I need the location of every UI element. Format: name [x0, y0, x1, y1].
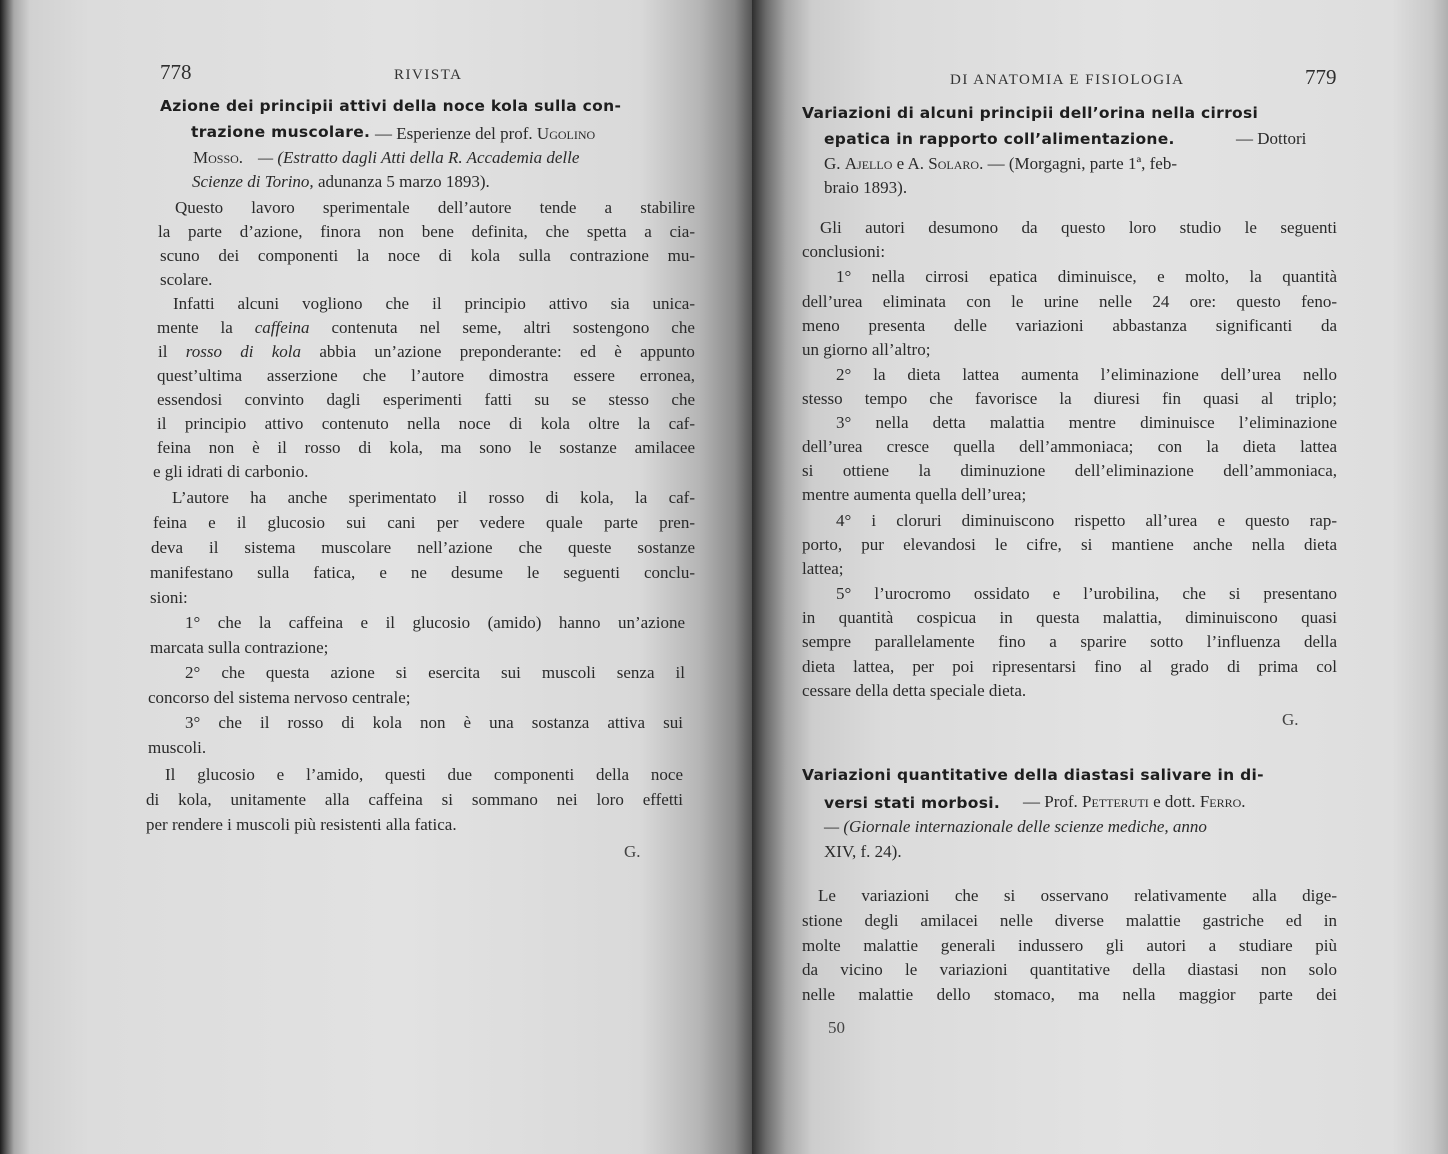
citation: G. Ajello e A. Solaro. — (Morgagni, parte 1ª, feb-: [824, 154, 1178, 173]
citation-source: — (Giornale internazionale delle scienze mediche, anno: [824, 817, 1207, 836]
citation-date: braio 1893).: [824, 178, 908, 197]
text-line: scolare.: [160, 270, 213, 289]
author-name: Ferro.: [1199, 792, 1246, 811]
page-number: 778: [160, 60, 192, 84]
text-line: di kola, unitamente alla caffeina si sommano nei loro effetti: [146, 790, 683, 809]
text-line: marcata sulla contrazione;: [150, 638, 329, 657]
article-title: Azione dei principii attivi della noce kola sulla con-: [160, 97, 622, 115]
text-line: 5° l’urocromo ossidato e l’urobilina, che si presentano: [836, 584, 1337, 603]
text-line: molte malattie generali indussero gli autori a studiare più: [802, 936, 1337, 955]
citation-source: Scienze di Torino,: [192, 172, 314, 191]
text-line: dell’urea cresce quella dell’ammoniaca; con la dieta lattea: [802, 437, 1337, 456]
page-number: 779: [1305, 65, 1337, 89]
text-line: sioni:: [150, 588, 188, 607]
text-line: essendosi convinto dagli esperimenti fatti su se stesso che: [157, 390, 695, 409]
text-line: 2° che questa azione si esercita sui muscoli senza il: [185, 663, 685, 682]
text-line: manifestano sulla fatica, e ne desume le seguenti conclu-: [150, 563, 695, 582]
text-line: il principio attivo contenuto nella noce di kola oltre la caf-: [157, 414, 695, 433]
author-name: Ugolino: [536, 124, 596, 143]
text-line: dell’urea eliminata con le urine nelle 24 ore: questo feno-: [802, 292, 1337, 311]
text-line: la parte d’azione, finora non bene definita, che spetta a cia-: [158, 222, 695, 241]
text-line: cessare della detta speciale dieta.: [802, 681, 1027, 700]
text-line: quest’ultima asserzione che l’autore dimostra essere erronea,: [157, 366, 695, 385]
citation: [375, 124, 595, 144]
text-line: lattea;: [802, 559, 844, 578]
text-line: in quantità cospicua in questa malattia, diminuiscono quasi: [802, 608, 1337, 627]
text-line: muscoli.: [148, 738, 207, 757]
text-line: Le variazioni che si osservano relativamente alla dige-: [818, 886, 1337, 905]
author-name: Ajello: [844, 154, 893, 173]
text-line: concorso del sistema nervoso centrale;: [148, 688, 411, 707]
signature-mark: 50: [828, 1018, 845, 1037]
text-line: sempre parallelamente fino a sparire sotto l’influenza della: [802, 632, 1337, 651]
citation: — Prof. Petteruti e dott. Ferro.: [1023, 792, 1246, 811]
text-line: 3° che il rosso di kola non è una sostanza attiva sui: [185, 713, 683, 732]
citation-source: — (Estratto dagli Atti della R. Accademia delle: [258, 148, 580, 167]
text-line: 1° nella cirrosi epatica diminuisce, e molto, la quantità: [836, 267, 1337, 286]
text-line: 1° che la caffeina e il glucosio (amido) hanno un’azione: [185, 613, 685, 632]
article-title: Variazioni di alcuni principii dell’orina nella cirrosi: [802, 104, 1259, 122]
text-line: per rendere i muscoli più resistenti alla fatica.: [146, 815, 457, 834]
text-line: feina non è il rosso di kola, ma sono le sostanze amilacee: [157, 438, 695, 457]
citation-source: — (Morgagni, parte 1ª, feb-: [987, 154, 1178, 173]
signature: G.: [1282, 710, 1299, 729]
author-name: Solaro.: [928, 154, 984, 173]
citation: — Dottori: [1236, 129, 1307, 148]
article-title: epatica in rapporto coll’alimentazione.: [824, 130, 1175, 148]
text-line: dieta lattea, per poi ripresentarsi fino al grado di prima col: [802, 657, 1337, 676]
article-title: versi stati morbosi.: [824, 794, 1001, 812]
signature: G.: [624, 842, 641, 861]
author-name: Petteruti: [1082, 792, 1149, 811]
text-line: Il glucosio e l’amido, questi due componenti della noce: [165, 765, 683, 784]
text-line: stione degli amilacei nelle diverse malattie gastriche ed in: [802, 911, 1337, 930]
text-line: un giorno all’altro;: [802, 340, 931, 359]
text-line: meno presenta delle variazioni abbastanza significanti da: [802, 316, 1337, 335]
text-line: feina e il glucosio sui cani per vedere quale parte pren-: [153, 513, 695, 532]
text-line: Infatti alcuni vogliono che il principio attivo sia unica-: [173, 294, 695, 313]
citation: [192, 172, 490, 192]
text-line: si ottiene la diminuzione dell’eliminazione dell’ammoniaca,: [802, 461, 1337, 480]
text-line: il rosso di kola abbia un’azione preponderante: ed è appunto: [158, 342, 695, 361]
text-line: porto, pur elevandosi le cifre, si mantiene anche nella dieta: [802, 535, 1337, 554]
running-head: DI ANATOMIA E FISIOLOGIA: [950, 72, 1185, 88]
text-line: nelle malattie dello stomaco, ma nella maggior parte dei: [802, 985, 1337, 1004]
text-line: scuno dei componenti la noce di kola sulla contrazione mu-: [160, 246, 695, 265]
citation-text: — Esperienze del prof.: [375, 124, 533, 143]
text-line: 4° i cloruri diminuiscono rispetto all’urea e questo rap-: [836, 511, 1337, 530]
text-line: mentre aumenta quella dell’urea;: [802, 485, 1027, 504]
text-line: mente la caffeina contenuta nel seme, altri sostengono che: [157, 318, 695, 337]
text-line: 2° la dieta lattea aumenta l’eliminazione dell’urea nello: [836, 365, 1337, 384]
running-head: RIVISTA: [394, 67, 463, 83]
article-title: trazione muscolare.: [191, 123, 371, 141]
citation-date: XIV, f. 24).: [824, 842, 902, 861]
author-name: Mosso.: [193, 148, 244, 167]
text-line: 3° nella detta malattia mentre diminuisce l’eliminazione: [836, 413, 1337, 432]
text-line: Gli autori desumono da questo loro studio le seguenti: [820, 218, 1337, 237]
text-line: conclusioni:: [802, 242, 886, 261]
citation-date: adunanza 5 marzo 1893).: [317, 172, 490, 191]
text-line: stesso tempo che favorisce la diuresi fin quasi al triplo;: [802, 389, 1337, 408]
text-line: Questo lavoro sperimentale dell’autore tende a stabilire: [175, 198, 695, 217]
text-line: L’autore ha anche sperimentato il rosso di kola, la caf-: [172, 488, 695, 507]
text-line: e gli idrati di carbonio.: [153, 462, 309, 481]
text-line: da vicino le variazioni quantitative della diastasi non solo: [802, 960, 1337, 979]
right-page: [752, 0, 1448, 1154]
article-title: Variazioni quantitative della diastasi salivare in di-: [802, 766, 1264, 784]
text-line: deva il sistema muscolare nell’azione che queste sostanze: [151, 538, 695, 557]
